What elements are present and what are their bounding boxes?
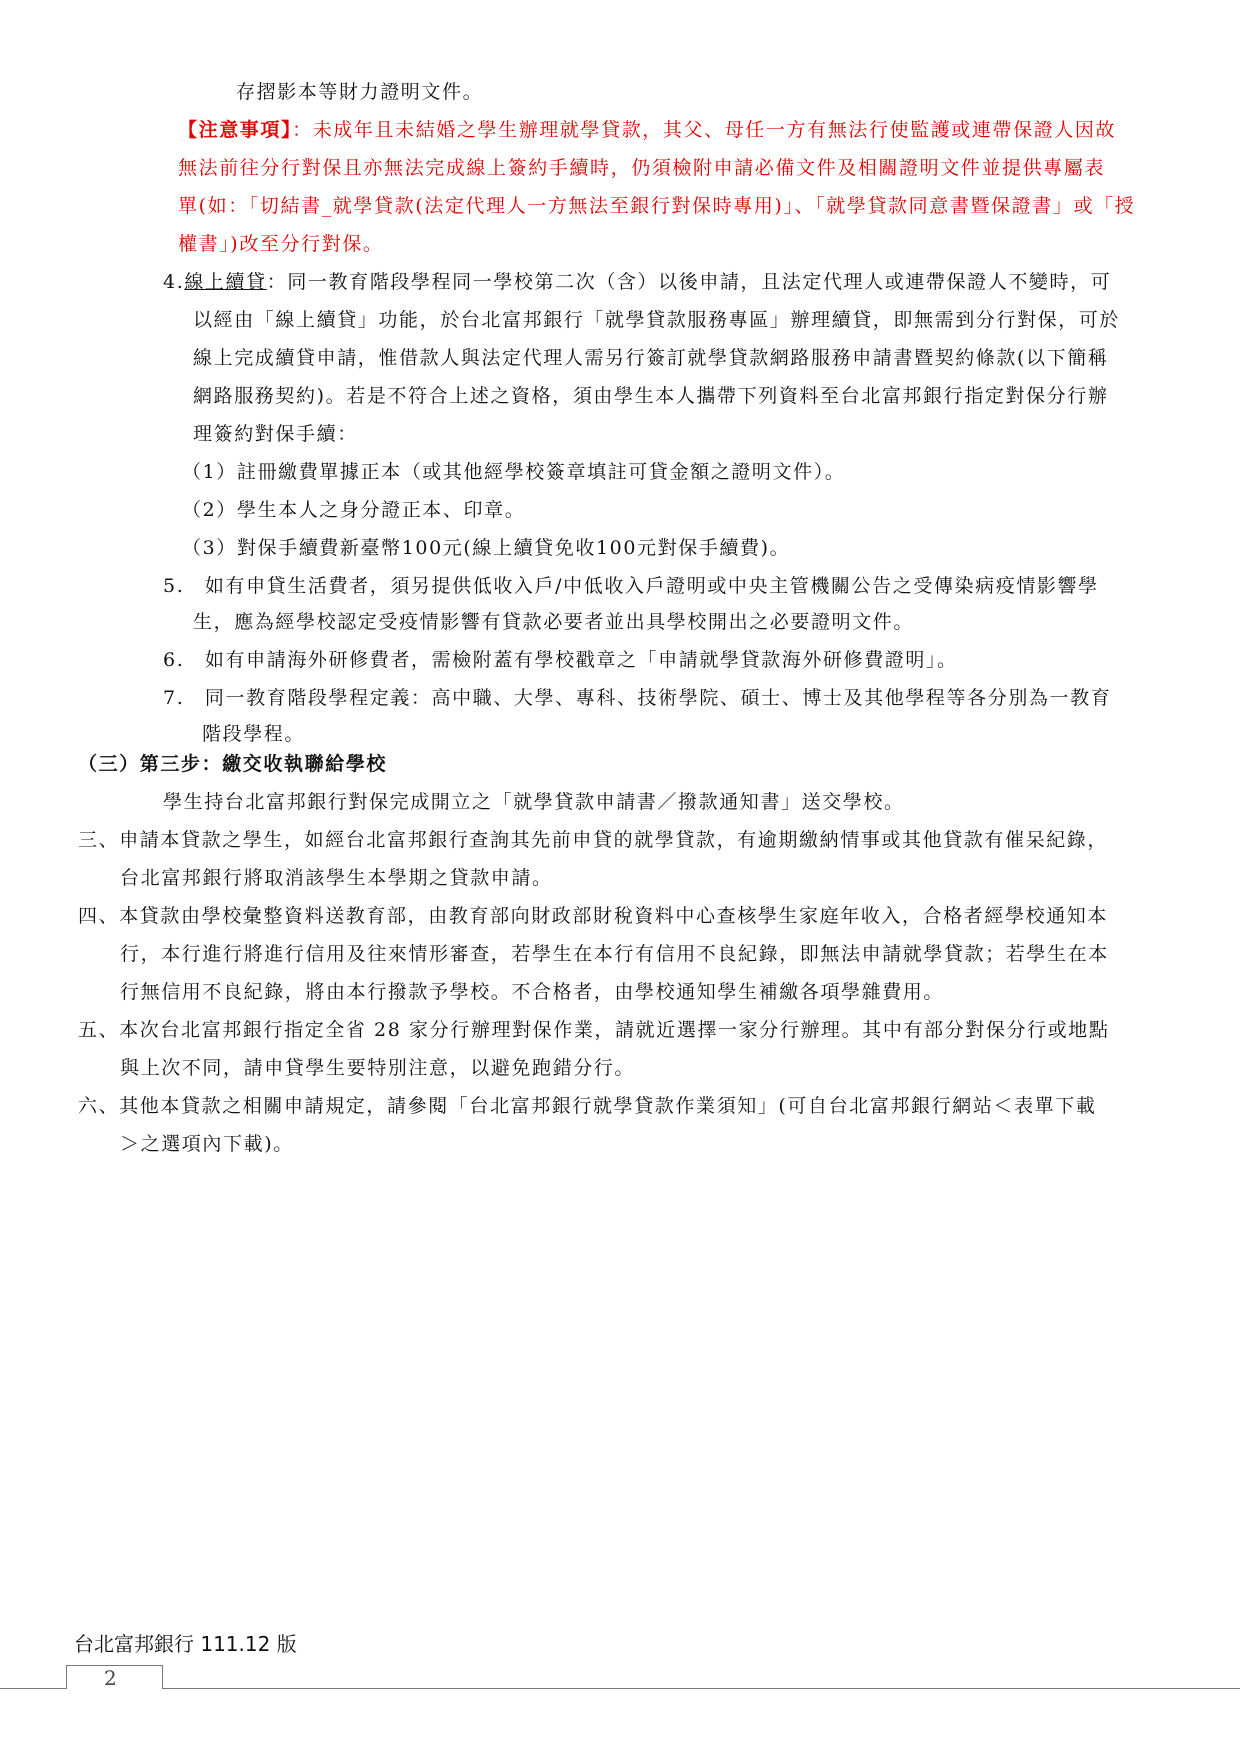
item-6: 6. 如有申請海外研修費者，需檢附蓋有學校戳章之「申請就學貸款海外研修費證明」。 <box>163 649 958 671</box>
notice-heading: 【注意事項】 <box>178 119 293 141</box>
section-heading: （三）第三步：繳交收執聯給學校 <box>78 753 388 775</box>
online-renewal-term: 線上續貸 <box>184 271 267 293</box>
footer-edition: 台北富邦銀行 111.12 版 <box>74 1632 297 1656</box>
text-line: 階段學程。 <box>202 723 306 745</box>
item-text: ：同一教育階段學程同一學校第二次（含）以後申請，且法定代理人或連帶保證人不變時，可 <box>266 271 1112 293</box>
sub-item: （1）註冊繳費單據正本（或其他經學校簽章填註可貸金額之證明文件）。 <box>182 461 846 483</box>
text-line: 網路服務契約)。若是不符合上述之資格，須由學生本人攜帶下列資料至台北富邦銀行指定對保分行辦 <box>193 385 1109 407</box>
text-line: 五、本次台北富邦銀行指定全省 28 家分行辦理對保作業，請就近選擇一家分行辦理。其中有部分對保分行或地點 <box>78 1019 1110 1041</box>
text-line: ＞之選項內下載)。 <box>120 1133 294 1155</box>
text-line: 線上完成續貸申請，惟借款人與法定代理人需另行簽訂就學貸款網路服務申請書暨契約條款(以下簡稱 <box>193 347 1109 369</box>
footer-rule-left <box>0 1688 66 1689</box>
text-line: 學生持台北富邦銀行對保完成開立之「就學貸款申請書／撥款通知書」送交學校。 <box>163 791 905 813</box>
notice-line: 權書」)改至分行對保。 <box>178 233 384 255</box>
sub-item: （2）學生本人之身分證正本、印章。 <box>182 499 526 521</box>
text-line: 以經由「線上續貸」功能，於台北富邦銀行「就學貸款服務專區」辦理續貸，即無需到分行對保，可於 <box>193 309 1121 331</box>
sub-item: （3）對保手續費新臺幣100元(線上續貸免收100元對保手續費)。 <box>182 537 791 559</box>
text-line: 存摺影本等財力證明文件。 <box>236 81 484 103</box>
text-line: 與上次不同，請申貸學生要特別注意，以避免跑錯分行。 <box>120 1057 636 1079</box>
text-line: 7. 同一教育階段學程定義：高中職、大學、專科、技術學院、碩士、博士及其他學程等各分別為一教育 <box>163 687 1112 709</box>
text-line: 理簽約對保手續： <box>193 423 358 445</box>
page-number: 2 <box>104 1666 117 1690</box>
text-line: 行無信用不良紀錄，將由本行撥款予學校。不合格者，由學校通知學生補繳各項學雜費用。 <box>120 981 945 1003</box>
notice-text: ：未成年且未結婚之學生辦理就學貸款，其父、母任一方有無法行使監護或連帶保證人因故 <box>292 119 1117 141</box>
footer-rule-right <box>162 1688 1240 1689</box>
text-line: 三、申請本貸款之學生，如經台北富邦銀行查詢其先前申貸的就學貸款，有逾期繳納情事或其他貸款有催呆紀錄， <box>78 829 1109 851</box>
notice-line: 單(如：「切結書_就學貸款(法定代理人一方無法至銀行對保時專用)」、「就學貸款同意書暨保證書」或「授 <box>178 195 1136 217</box>
text-line: 5. 如有申貸生活費者，須另提供低收入戶/中低收入戶證明或中央主管機關公告之受傳染病疫情影響學 <box>163 575 1099 597</box>
text-line: 台北富邦銀行將取消該學生本學期之貸款申請。 <box>120 867 553 889</box>
notice-line <box>178 118 1116 142</box>
item-number: 4. <box>163 271 185 293</box>
text-line: 生，應為經學校認定受疫情影響有貸款必要者並出具學校開出之必要證明文件。 <box>193 611 915 633</box>
text-line <box>163 270 1111 294</box>
text-line: 行，本行進行將進行信用及往來情形審查，若學生在本行有信用不良紀錄，即無法申請就學貸款；若學生在本 <box>120 943 1109 965</box>
notice-line: 無法前往分行對保且亦無法完成線上簽約手續時，仍須檢附申請必備文件及相關證明文件並提供專屬表 <box>178 157 1106 179</box>
text-line: 四、本貸款由學校彙整資料送教育部，由教育部向財政部財稅資料中心查核學生家庭年收入，合格者經學校通知本 <box>78 905 1109 927</box>
text-line: 六、其他本貸款之相關申請規定，請參閱「台北富邦銀行就學貸款作業須知」(可自台北富邦銀行網站＜表單下載 <box>78 1095 1097 1117</box>
